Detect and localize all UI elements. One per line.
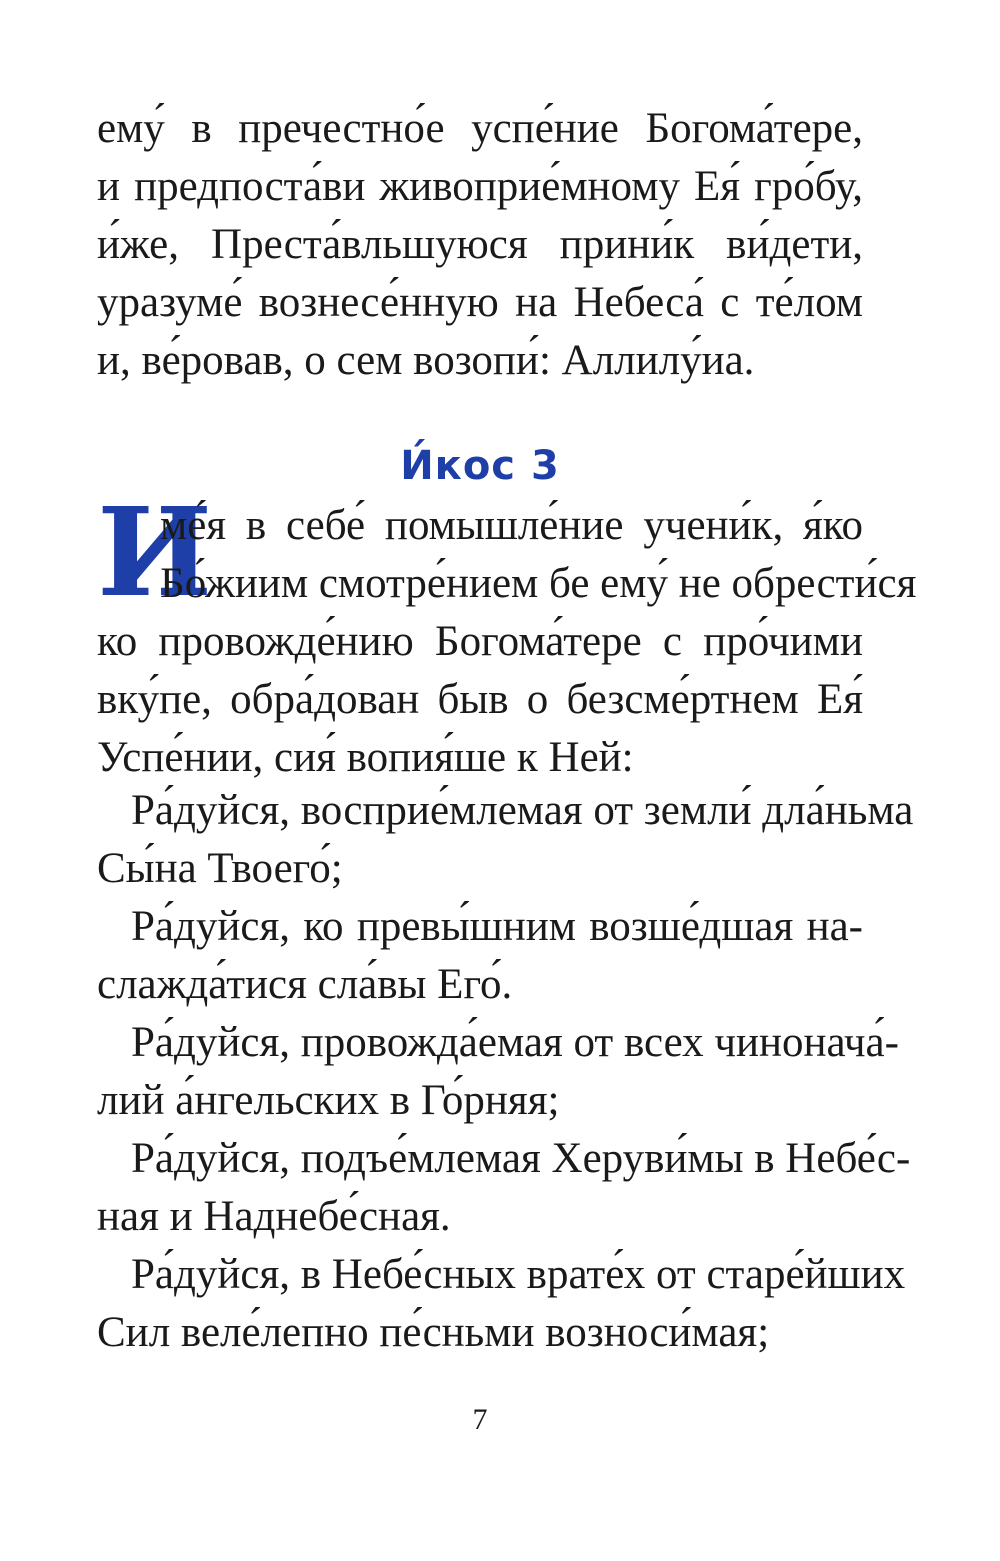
verse-line: слажда́тися сла́вы Его́. <box>97 961 513 1008</box>
verse-line: Сы́на Твоего́; <box>97 845 343 892</box>
text-line: Успе́нии, сия́ вопия́ше к Ней: <box>97 734 634 781</box>
text-line: уразуме́ вознесе́нную на Небеса́ с те́лом <box>97 279 863 326</box>
text-line: и предпоста́ви живоприе́мному Ея́ гро́бу, <box>97 163 863 210</box>
text-line: ему́ в пречестно́е успе́ние Богома́тере, <box>97 105 863 152</box>
book-page <box>97 0 917 1561</box>
verse-line: Ра́дуйся, провожда́емая от всех чинонача́- <box>131 1019 899 1066</box>
verse-line: лий а́нгельских в Го́рняя; <box>97 1077 560 1124</box>
page-number: 7 <box>472 1403 488 1436</box>
text-line: и, ве́ровав, о сем возопи́: Аллилу́иа. <box>97 337 755 384</box>
text-line: ко провожде́нию Богома́тере с про́чими <box>97 618 863 665</box>
section-heading: И́кос 3 <box>400 443 560 489</box>
verse-line: Ра́дуйся, в Небе́сных врате́х от старе́йших <box>131 1251 906 1298</box>
text-line: Бо́жиим смотре́нием бе ему́ не обрести́ся <box>160 560 917 607</box>
text-line: вку́пе, обра́дован быв о безсме́ртнем Ея́ <box>97 676 863 723</box>
text-line: и́же, Преста́вльшуюся прини́к ви́дети, <box>97 221 863 268</box>
text-line: ме́я в себе́ помышле́ние учени́к, я́ко <box>160 502 863 549</box>
verse-line: ная и Наднебе́сная. <box>97 1193 451 1240</box>
verse-line: Сил веле́лепно пе́сньми возноси́мая; <box>97 1309 770 1356</box>
verse-line: Ра́дуйся, восприе́млемая от земли́ дла́ньма <box>131 787 914 834</box>
drop-cap: И <box>97 480 213 624</box>
verse-line: Ра́дуйся, ко превы́шним возше́дшая на- <box>131 903 863 950</box>
verse-line: Ра́дуйся, подъе́млемая Херуви́мы в Небе́с- <box>131 1135 911 1182</box>
